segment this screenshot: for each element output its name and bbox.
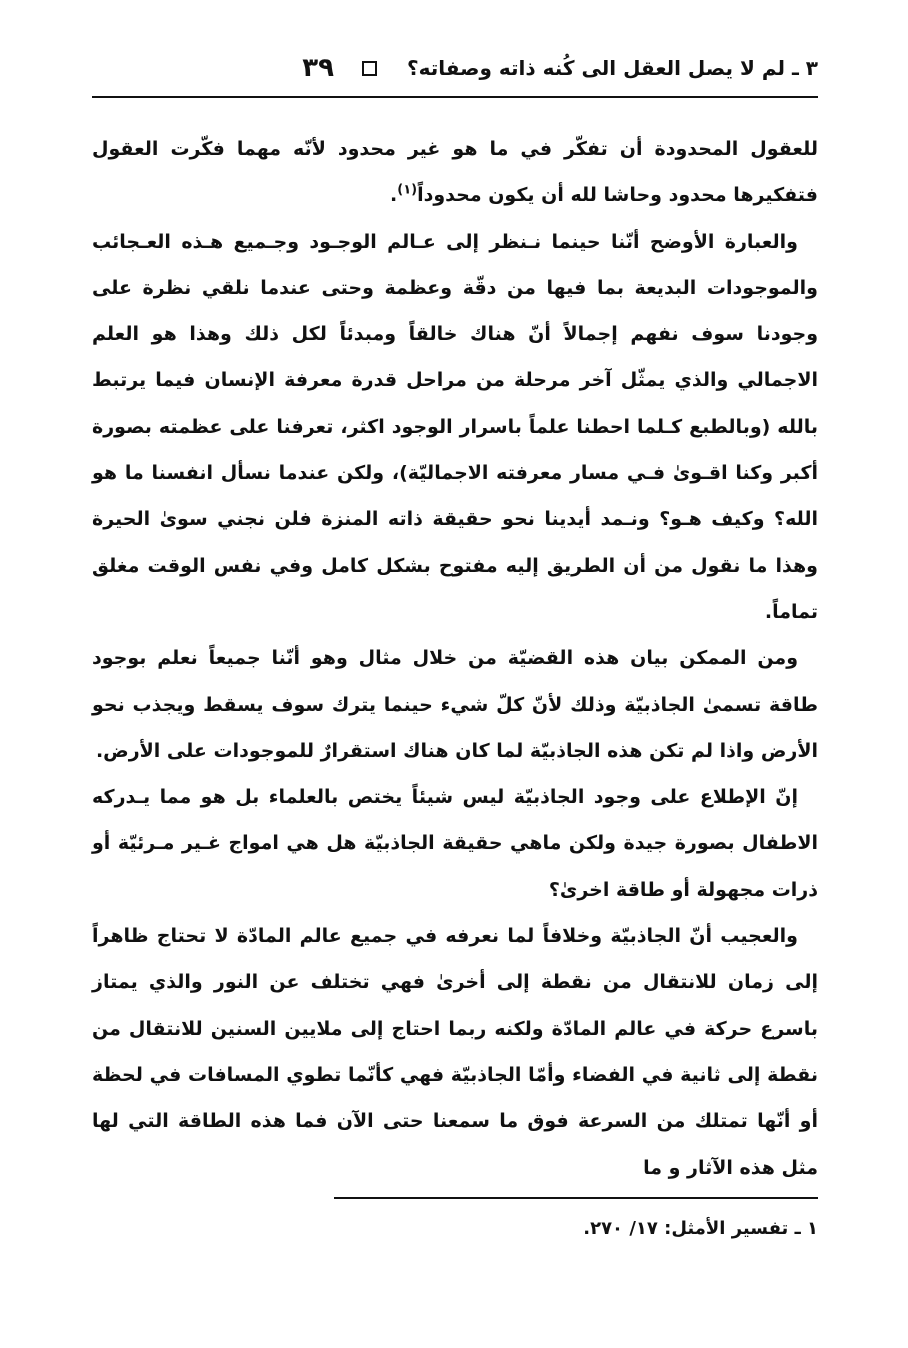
footnote-divider <box>334 1197 818 1199</box>
paragraph-5: والعجيب أنّ الجاذبيّة وخلافاً لما نعرفه في جميع عالم المادّة لا تحتاج ظاهراً إلى زمان للانتقال من نقطة إلى أخرىٰ فهي تختلف عن النور والذي يمتاز باسرع حركة في عالم المادّة ولكنه ربما احتاج إلى ملايين السنين للانتقال من نقطة إلى ثانية في الفضاء وأمّا الجاذبيّة فهي كأنّما تطوي المسافات في لحظة أو أنّها تمتلك من السرعة فوق ما سمعنا حتى الآن فما هذه الطاقة التي لها مثل هذه الآثار و ما <box>92 925 818 1179</box>
paragraph-3: ومن الممكن بيان هذه القضيّة من خلال مثال وهو أنّنا جميعاً نعلم بوجود طاقة تسمىٰ الجاذبيّة وذلك لأنّ كلّ شيء حينما يترك سوف يسقط ويجذب نحو الأرض واذا لم تكن هذه الجاذبيّة لما كان هناك استقرارٌ للموجودات على الأرض. <box>92 647 818 762</box>
square-separator-icon <box>362 61 377 76</box>
page-number: ٣٩ <box>302 53 335 83</box>
book-page <box>92 40 818 1320</box>
main-text <box>92 126 818 1191</box>
footnote: ١ ـ تفسير الأمثل: ١٧/ ٢٧٠. <box>583 1218 818 1239</box>
chapter-title: ٣ ـ لم لا يصل العقل الى كُنه ذاته وصفاته؟ <box>407 56 818 80</box>
paragraph-2: والعبارة الأوضح أنّنا حينما نـنظر إلى عـالم الوجـود وجـميع هـذه العـجائب والموجودات البديعة بما فيها من دقّة وعظمة وحتى عندما نلقي نظرة على وجودنا سوف نفهم إجمالاً أنّ هناك خالقاً ومبدئاً لكل ذلك وهذا هو العلم الاجمالي والذي يمثّل آخر مرحلة من مراحل قدرة معرفة الإنسان فيما يرتبط بالله (وبالطبع كـلما احطنا علماً باسرار الوجود اكثر، تعرفنا على عظمته بصورة أكبر وكنا اقـوىٰ فـي مسار معرفته الاجماليّة)، ولكن عندما نسأل انفسنا ما هو الله؟ وكيف هـو؟ ونـمد أيدينا نحو حقيقة ذاته المنزة فلن نجني سوىٰ الحيرة وهذا ما نقول من أن الطريق إليه مفتوح بشكل كامل وفي نفس الوقت مغلق تماماً. <box>92 230 818 623</box>
paragraph-1-end: . <box>390 184 398 207</box>
paragraph-1-text: للعقول المحدودة أن تفكّر في ما هو غير محدود لأنّه مهما فكّرت العقول فتفكيرها محدود وحاشا لله أن يكون محدوداً <box>92 138 818 207</box>
header-divider <box>92 96 818 98</box>
paragraph-1 <box>92 126 818 219</box>
footnote-marker: (١) <box>397 182 418 198</box>
running-header <box>92 50 818 86</box>
paragraph-4: إنّ الإطلاع على وجود الجاذبيّة ليس شيئاً يختص بالعلماء بل هو مما يـدركه الاطفال بصورة جيدة ولكن ماهي حقيقة الجاذبيّة هل هي امواج غـير مـرئيّة أو ذرات مجهولة أو طاقة اخرىٰ؟ <box>92 786 818 901</box>
